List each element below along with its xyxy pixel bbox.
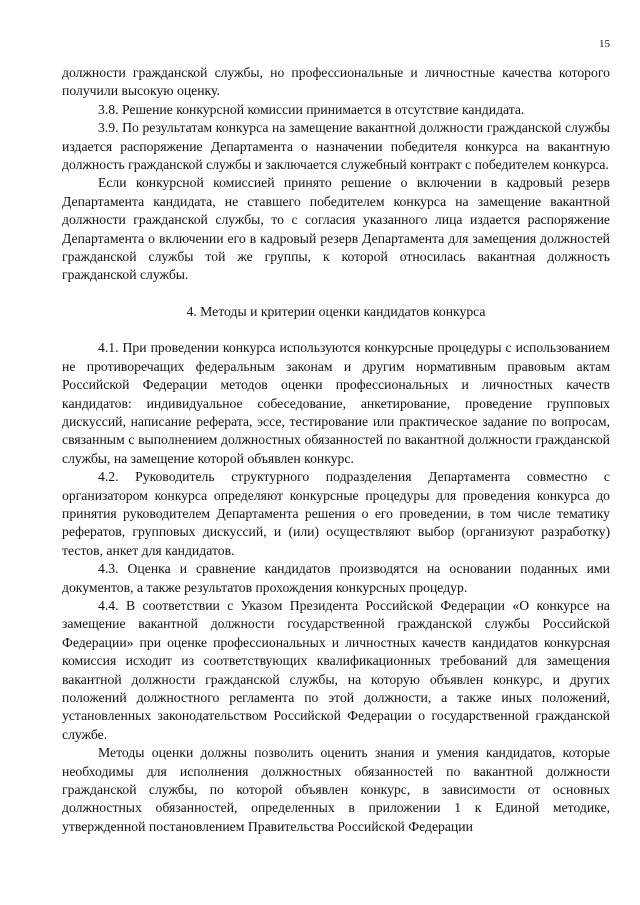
document-body (62, 64, 610, 836)
section-heading: 4. Методы и критерии оценки кандидатов конкурса (186, 303, 486, 319)
paragraph-4-4: 4.4. В соответствии с Указом Президента Российской Федерации «О конкурсе на замещение вакантной должности государственной гражданской службы Российской Федерации» при оценке профессиональных и личностных качеств кандидатов конкурсная комиссия исходит из соответствующих квалификационных требований для замещения вакантной должности гражданской службы, на которую объявлен конкурс, и других положений должностного регламента по этой должности, а также иных положений, установленных законодательством Российской Федерации о государственной гражданской службе. (62, 597, 610, 742)
paragraph-4-2: 4.2. Руководитель структурного подразделения Департамента совместно с организатором конкурса определяют конкурсные процедуры для проведения конкурса до принятия руководителем Департамента решения о его проведении, в том числе тематику рефератов, групповых дискуссий, и (или) осуществляют выбор (организуют разработку) тестов, анкет для кандидатов. (62, 469, 610, 558)
paragraph-3-9: 3.9. По результатам конкурса на замещение вакантной должности гражданской службы издается распоряжение Департамента о назначении победителя конкурса на вакантную должность гражданской службы и заключается служебный контракт с победителем конкурса. (62, 120, 610, 173)
paragraph-methods: Методы оценки должны позволить оценить знания и умения кандидатов, которые необходимы для исполнения должностных обязанностей по вакантной должности гражданской службы, по которой объявлен конкурс, в зависимости от основных должностных обязанностей, определенных в приложении 1 к Единой методике, утвержденной постановлением Правительства Российской Федерации (62, 745, 610, 834)
paragraph-3-8: 3.8. Решение конкурсной комиссии принимается в отсутствие кандидата. (98, 101, 525, 117)
paragraph-4-1: 4.1. При проведении конкурса используются конкурсные процедуры с использованием не противоречащих федеральным законам и другим нормативным правовым актам Российской Федерации методов оценки профессиональных и личностных качеств кандидатов: индивидуальное собеседование, анкетирование, проведение групповых дискуссий, написание реферата, эссе, тестирование или практическое задание по вопросам, связанным с выполнением должностных обязанностей по вакантной должности гражданской службы, на замещение которой объявлен конкурс. (62, 340, 610, 466)
paragraph-4-3: 4.3. Оценка и сравнение кандидатов производятся на основании поданных ими документов, а также результатов прохождения конкурсных процедур. (62, 561, 610, 595)
paragraph-continuation: должности гражданской службы, но профессиональные и личностные качества которого получили высокую оценку. (62, 65, 610, 99)
page-number: 15 (599, 38, 610, 50)
paragraph-reserve: Если конкурсной комиссией принято решение о включении в кадровый резерв Департамента кандидата, не ставшего победителем конкурса на замещение вакантной должности гражданской службы, то с согласия указанного лица издается распоряжение Департамента о включении его в кадровый резерв Департамента для замещения должностей гражданской службы той же группы, к которой относилась вакантная должность гражданской службы. (62, 175, 610, 283)
